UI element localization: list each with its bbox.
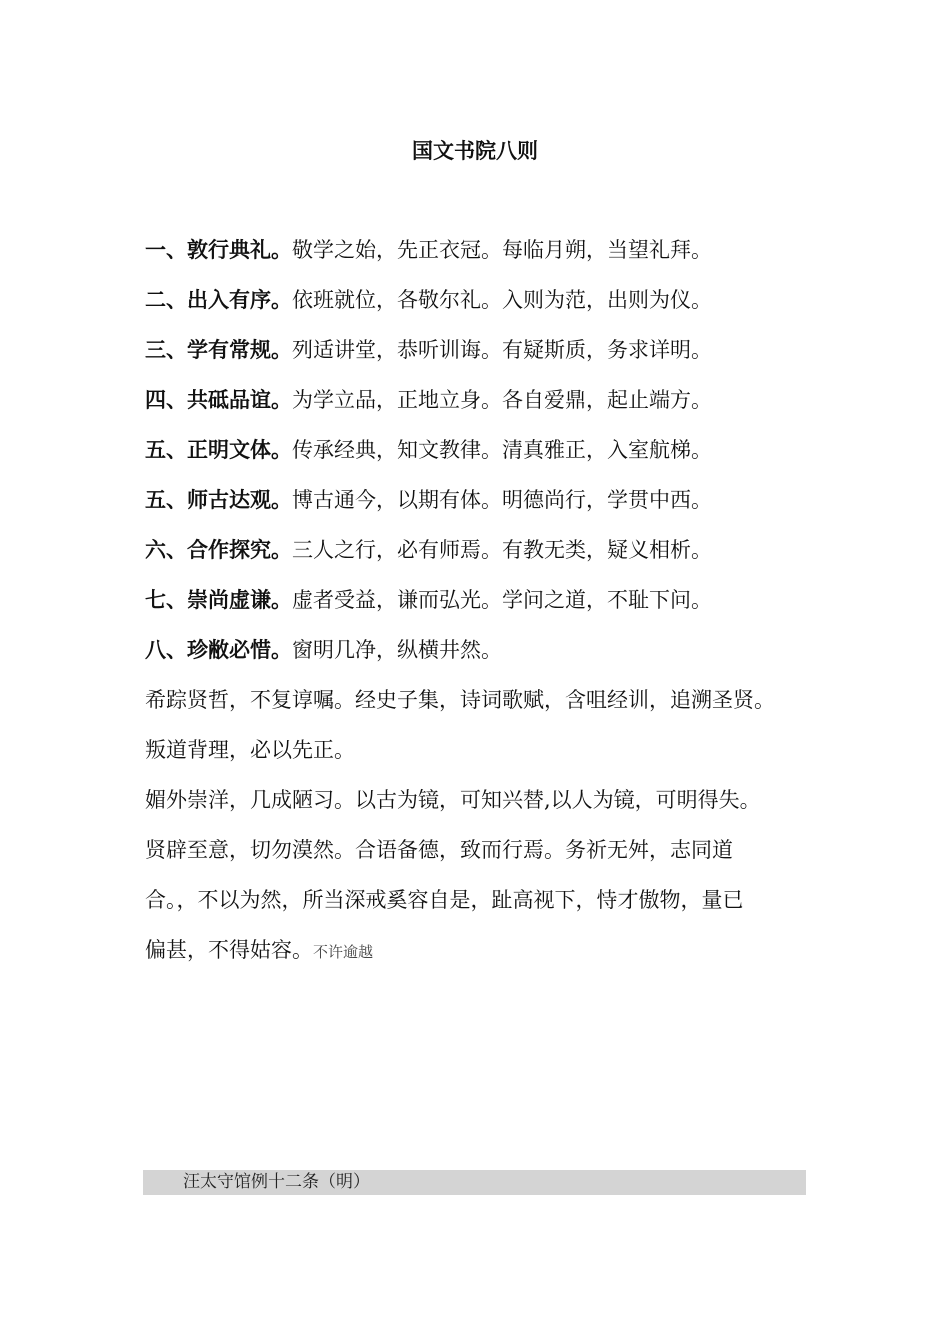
rule-heading: 三、学有常规。 xyxy=(145,338,292,362)
prose-line: 叛道背理，必以先正。 xyxy=(145,738,355,762)
prose-block xyxy=(145,684,845,984)
rule-text: 传承经典，知文教律。清真雅正，入室航梯。 xyxy=(292,438,712,462)
rule-text: 敬学之始，先正衣冠。每临月朔，当望礼拜。 xyxy=(292,238,712,262)
rule-item xyxy=(145,334,845,384)
rule-heading: 七、崇尚虚谦。 xyxy=(145,588,292,612)
rule-heading: 五、正明文体。 xyxy=(145,438,292,462)
rule-heading: 六、合作探究。 xyxy=(145,538,292,562)
prose-line: 媚外崇洋，几成陋习。以古为镜，可知兴替,以人为镜，可明得失。 xyxy=(145,788,761,812)
prose-last-text: 偏甚，不得姑容。 xyxy=(145,938,313,962)
rule-heading: 八、珍敝必惜。 xyxy=(145,638,292,662)
rule-item xyxy=(145,634,845,684)
footer-bar xyxy=(143,1170,806,1195)
prose-line: 希踪贤哲，不复谆嘱。经史子集，诗词歌赋，含咀经训，追溯圣贤。 xyxy=(145,688,775,712)
rule-item xyxy=(145,534,845,584)
rule-text: 虚者受益，谦而弘光。学问之道，不耻下问。 xyxy=(292,588,712,612)
rule-text: 依班就位，各敬尔礼。入则为范，出则为仪。 xyxy=(292,288,712,312)
rule-text: 窗明几净，纵横井然。 xyxy=(292,638,502,662)
rule-item xyxy=(145,384,845,434)
rule-text: 博古通今，以期有体。明德尚行，学贯中西。 xyxy=(292,488,712,512)
rule-heading: 四、共砥品谊。 xyxy=(145,388,292,412)
prose-line: 合。，不以为然，所当深戒奚容自是，趾高视下，恃才傲物，量已 xyxy=(145,888,744,912)
page-title: 国文书院八则 xyxy=(412,139,538,163)
rule-text: 列适讲堂，恭听训诲。有疑斯质，务求详明。 xyxy=(292,338,712,362)
rule-text: 三人之行，必有师焉。有教无类，疑义相析。 xyxy=(292,538,712,562)
rule-item xyxy=(145,584,845,634)
small-note: 不许逾越 xyxy=(313,943,374,961)
rule-item xyxy=(145,434,845,484)
rule-item xyxy=(145,484,845,534)
rule-item xyxy=(145,234,845,284)
rule-heading: 二、出入有序。 xyxy=(145,288,292,312)
rule-heading: 五、师古达观。 xyxy=(145,488,292,512)
rules-list xyxy=(145,234,845,684)
rule-text: 为学立品，正地立身。各自爱鼎，起止端方。 xyxy=(292,388,712,412)
footer-caption: 汪太守馆例十二条（明） xyxy=(183,1172,370,1192)
rule-item xyxy=(145,284,845,334)
prose-last-line xyxy=(145,934,845,984)
rule-heading: 一、敦行典礼。 xyxy=(145,238,292,262)
prose-line: 贤辟至意，切勿漠然。合语备德，致而行焉。务祈无舛，志同道 xyxy=(145,838,733,862)
